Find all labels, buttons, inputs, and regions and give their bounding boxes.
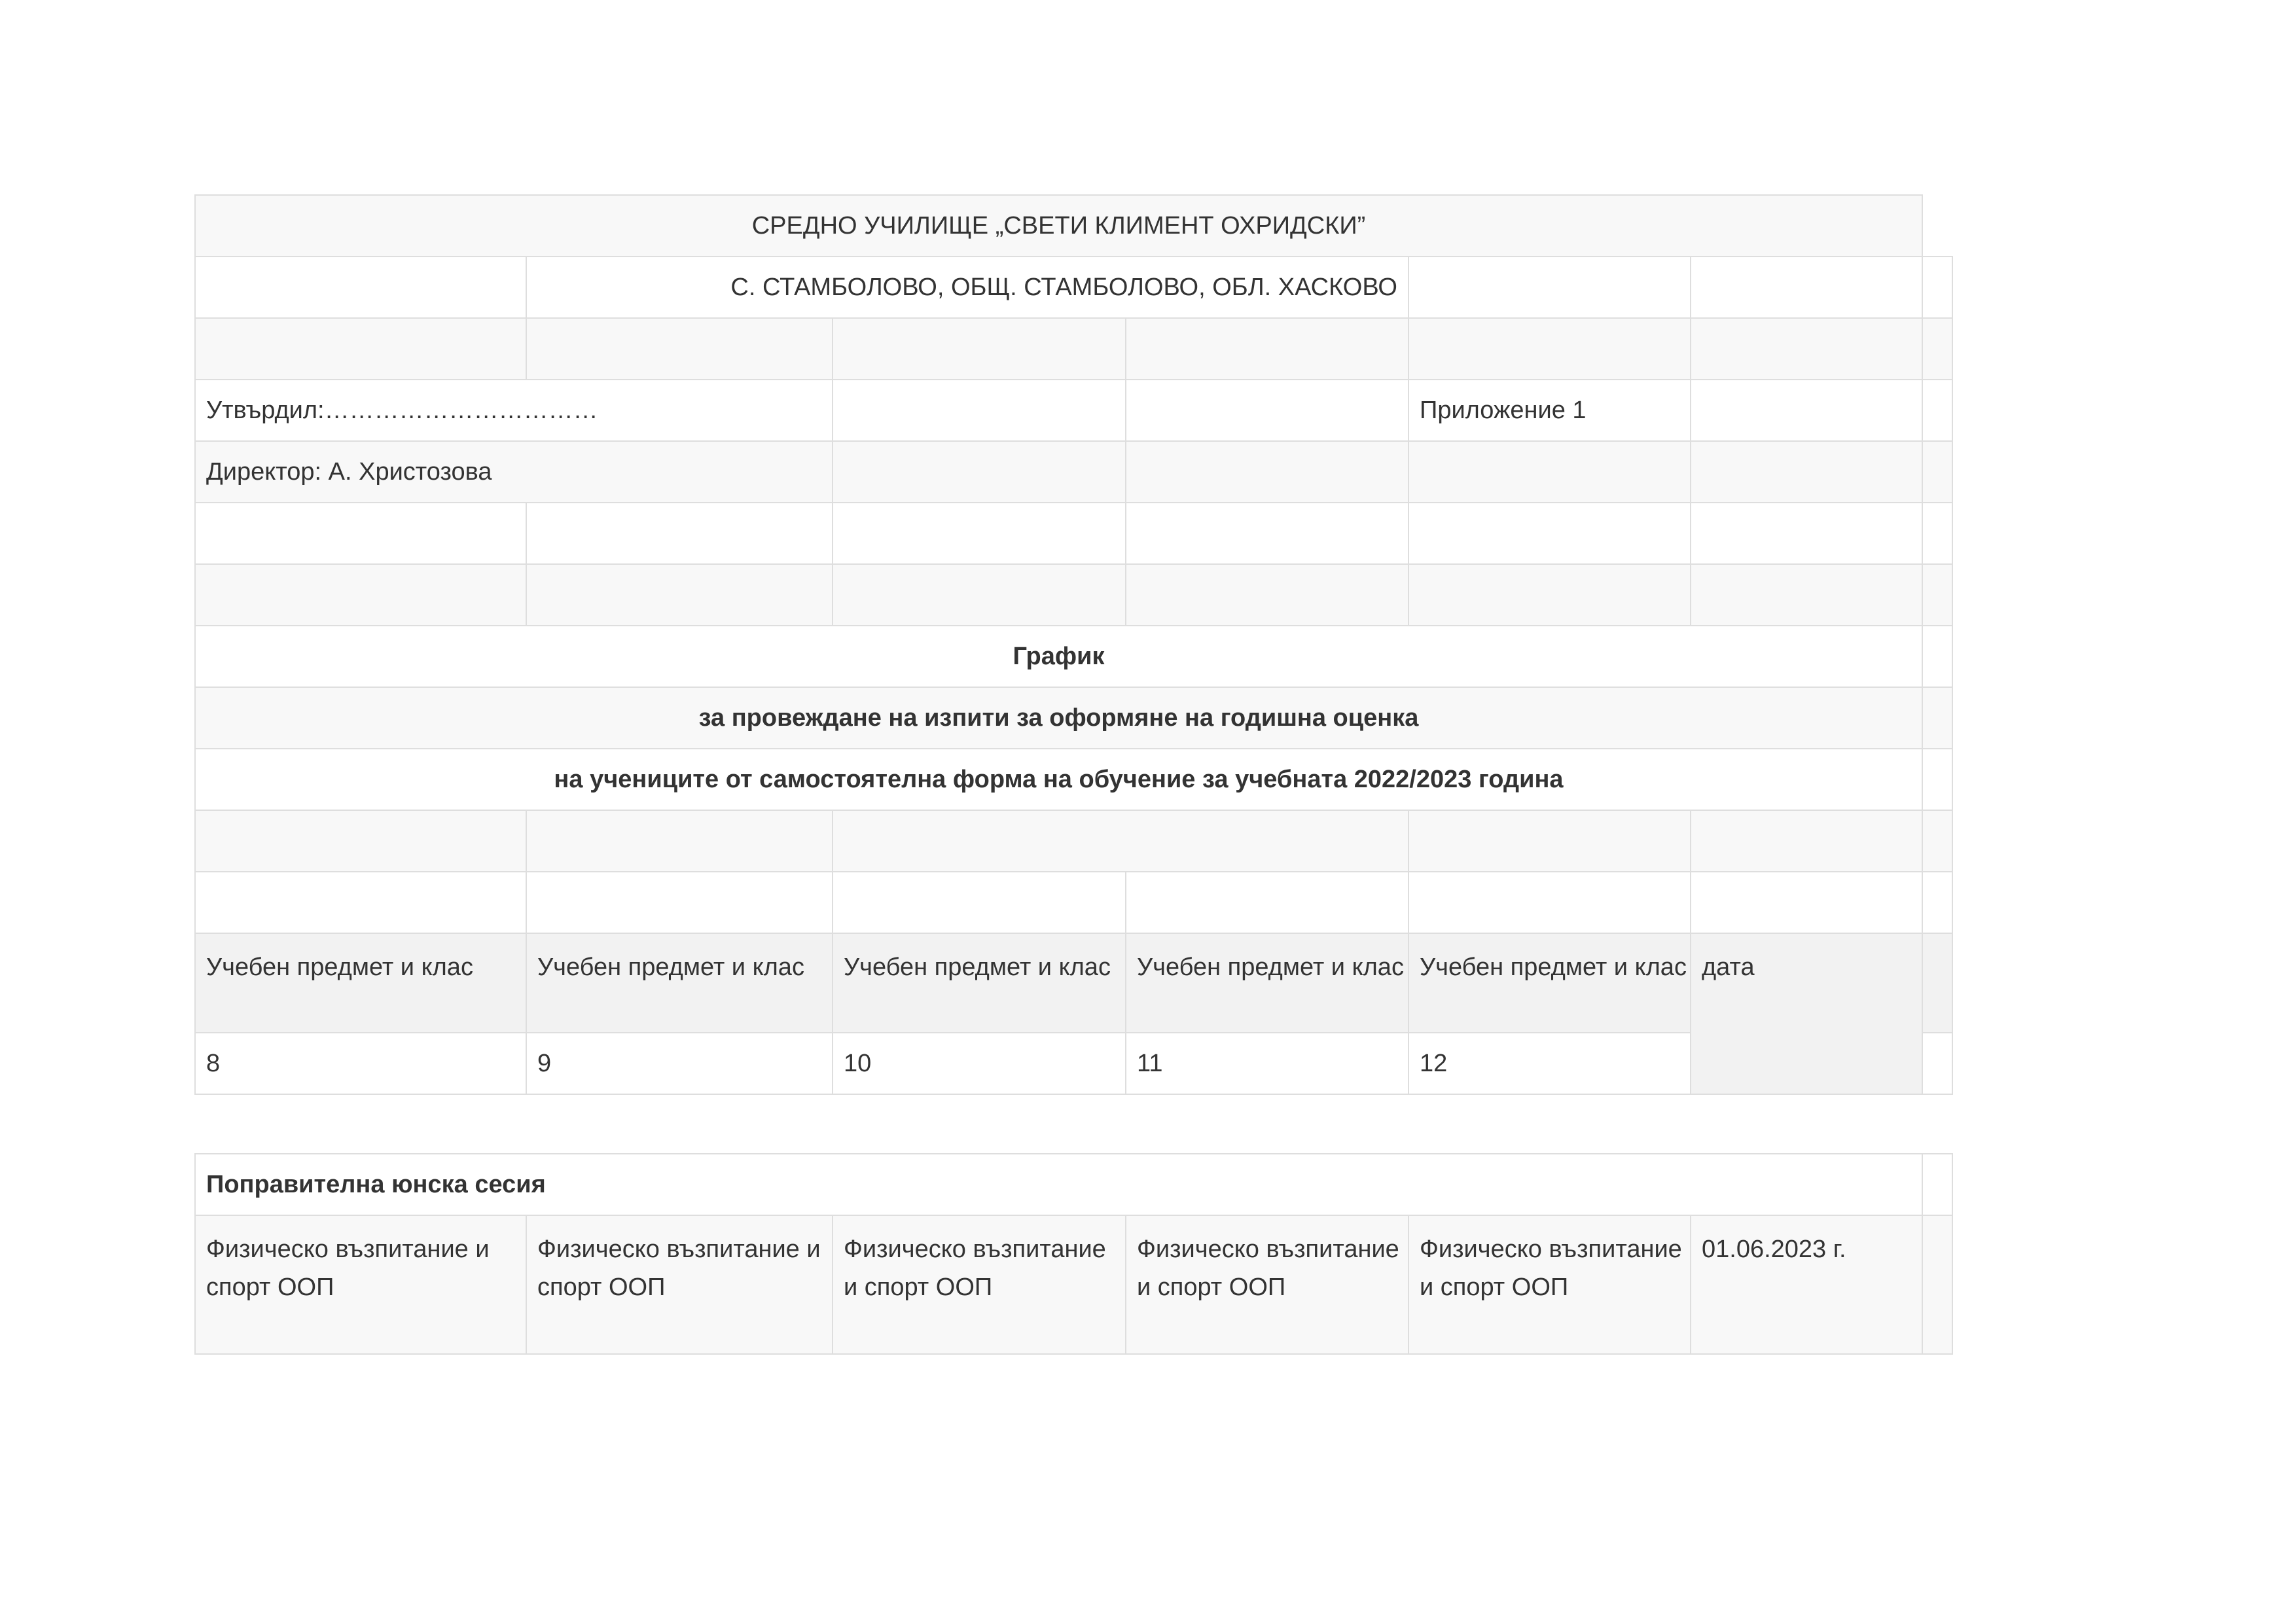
column-header: Учебен предмет и клас [1126,933,1408,1033]
school-name-row [195,195,1952,257]
grade-cell: 11 [1126,1033,1408,1094]
empty-row [195,810,1952,872]
grade-cell: 9 [526,1033,833,1094]
grade-cell: 12 [1408,1033,1691,1094]
subtitle-row [195,687,1952,749]
school-address: С. СТАМБОЛОВО, ОБЩ. СТАМБОЛОВО, ОБЛ. ХАСКОВО [526,257,1408,318]
column-header: Учебен предмет и клас [526,933,833,1033]
empty-row [195,318,1952,380]
school-address-row [195,257,1952,318]
grade-row [195,1033,1952,1094]
subject-cell: Физическо възпитание и спорт ООП [195,1215,526,1354]
session-title: Поправителна юнска сесия [195,1154,1922,1215]
session-exam-row [195,1215,1952,1354]
approved-by-line: Утвърдил:…………………………… [195,380,833,441]
empty-row [195,564,1952,626]
column-header: Учебен предмет и клас [1408,933,1691,1033]
column-header: Учебен предмет и клас [195,933,526,1033]
schedule-document-table [194,194,1953,1095]
subject-cell: Физическо възпитание и спорт ООП [1408,1215,1691,1354]
session-table [194,1153,1953,1355]
subtitle-row [195,749,1952,810]
approval-row [195,380,1952,441]
document-subtitle-year: на учениците от самостоятелна форма на обучение за учебната 2022/2023 година [195,749,1922,810]
session-title-row [195,1154,1952,1215]
document-title: График [195,626,1922,687]
subject-cell: Физическо възпитание и спорт ООП [526,1215,833,1354]
appendix-label: Приложение 1 [1408,380,1691,441]
empty-row [195,503,1952,564]
date-column-header: дата [1691,933,1922,1094]
schedule-header-row [195,933,1952,1033]
subject-cell: Физическо възпитание и спорт ООП [833,1215,1126,1354]
director-row [195,441,1952,503]
grade-cell: 10 [833,1033,1126,1094]
column-header: Учебен предмет и клас [833,933,1126,1033]
subject-cell: Физическо възпитание и спорт ООП [1126,1215,1408,1354]
exam-date: 01.06.2023 г. [1691,1215,1922,1354]
empty-row [195,872,1952,933]
director-name: Директор: А. Христозова [195,441,833,503]
title-row [195,626,1952,687]
document-subtitle: за провеждане на изпити за оформяне на годишна оценка [195,687,1922,749]
grade-cell: 8 [195,1033,526,1094]
school-name: СРЕДНО УЧИЛИЩЕ „СВЕТИ КЛИМЕНТ ОХРИДСКИ” [195,195,1922,257]
